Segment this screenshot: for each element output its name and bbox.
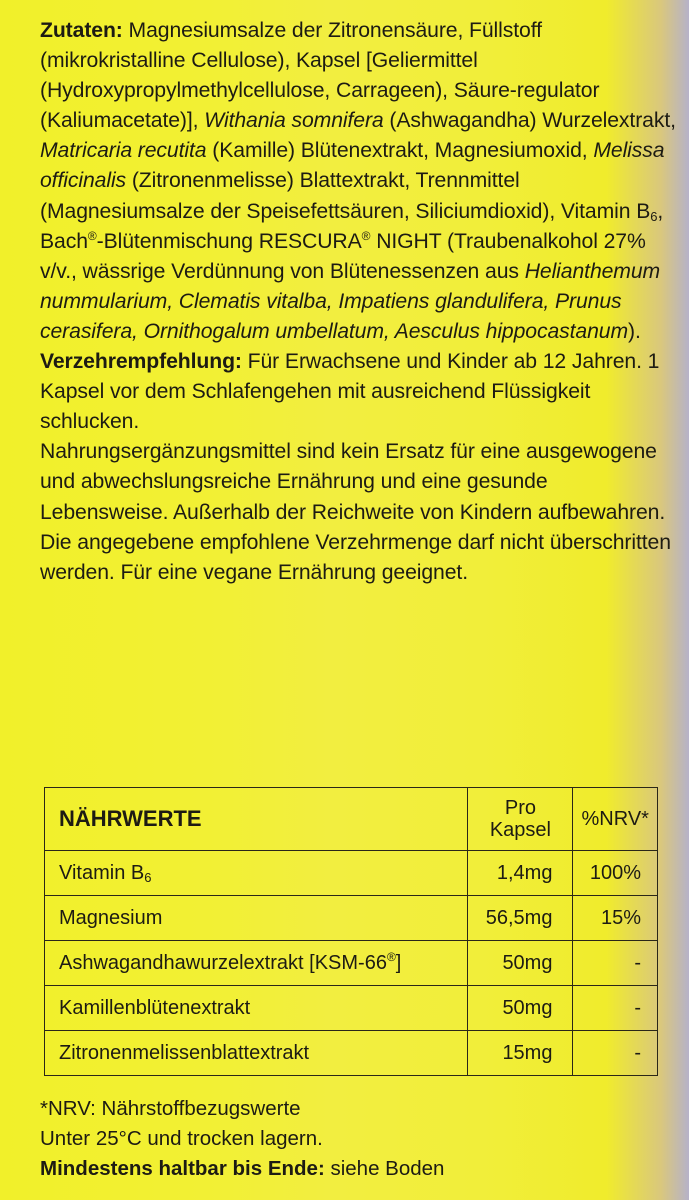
ingredient-withania: Withania somnifera bbox=[204, 109, 384, 133]
table-row bbox=[45, 941, 658, 986]
recommendation-paragraph bbox=[40, 347, 680, 437]
vitamin-b6-subscript: 6 bbox=[650, 208, 658, 224]
nrv-footnote: *NRV: Nährstoffbezugswerte bbox=[40, 1097, 301, 1120]
table-row bbox=[45, 986, 658, 1031]
ingredients-text-5: , Bach bbox=[40, 199, 664, 253]
nutrition-table bbox=[44, 787, 658, 1076]
registered-mark: ® bbox=[361, 228, 371, 243]
recommendation-text: Für Erwachsene und Kinder ab 12 Jahren. 1 Kapsel vor dem Schlafengehen mit ausreichend Flüssigkeit schlucken. bbox=[40, 350, 660, 434]
vitamin-b6-subscript: 6 bbox=[144, 869, 152, 885]
nutrient-amount: 15mg bbox=[468, 1031, 573, 1076]
nutrient-name-text: Ashwagandhawurzelextrakt [KSM-66 bbox=[59, 951, 387, 974]
nutrient-nrv: 15% bbox=[573, 896, 658, 941]
nutrient-amount: 56,5mg bbox=[468, 896, 573, 941]
footer-notes bbox=[40, 1094, 680, 1184]
table-row bbox=[45, 896, 658, 941]
best-before-label: Mindestens haltbar bis Ende: bbox=[40, 1157, 325, 1180]
nutrient-name bbox=[45, 941, 468, 986]
nutrient-nrv: - bbox=[573, 1031, 658, 1076]
ingredients-text-7: NIGHT (Traubenalkohol 27% v/v., wässrige Verdünnung von Blütenessenzen aus bbox=[40, 229, 646, 283]
ingredients-label: Zutaten: bbox=[40, 19, 123, 42]
best-before-text: siehe Boden bbox=[324, 1157, 445, 1180]
ingredient-matricaria: Matricaria recutita bbox=[40, 139, 207, 163]
ingredients-text-2: (Ashwagandha) Wurzelextrakt, bbox=[383, 109, 676, 133]
label-text bbox=[40, 16, 680, 588]
ingredients-paragraph bbox=[40, 16, 680, 347]
nutrient-nrv: 100% bbox=[573, 851, 658, 896]
ingredients-text-6: -Blütenmischung RESCURA bbox=[96, 229, 362, 253]
ingredients-text-4: (Zitronenmelisse) Blattextrakt, Trennmittel (Magnesiumsalze der Speisefettsäuren, Siliciumdioxid), Vitamin B bbox=[40, 169, 651, 223]
nutrient-name-text: Vitamin B bbox=[59, 861, 145, 884]
registered-mark: ® bbox=[87, 228, 97, 243]
registered-mark: ® bbox=[386, 949, 396, 964]
nutrient-amount: 50mg bbox=[468, 941, 573, 986]
bracket-close: ] bbox=[395, 951, 402, 974]
nutrition-header-row bbox=[45, 788, 658, 851]
table-row bbox=[45, 851, 658, 896]
nutrient-name: Kamillenblütenextrakt bbox=[45, 986, 468, 1031]
column-per-line2: Kapsel bbox=[489, 819, 551, 841]
nutrient-amount: 1,4mg bbox=[468, 851, 573, 896]
ingredients-text-1: Magnesiumsalze der Zitronensäure, Füllstoff (mikrokristalline Cellulose), Kapsel [Geliermittel (Hydroxypropylmethylcellulose, Carrageen), Säure-regulator (Kaliumacetate)], bbox=[40, 19, 600, 133]
ingredient-flower-species: Helianthemum nummularium, Clematis vitalba, Impatiens glandulifera, Prunus cerasifera, Ornithogalum umbellatum, Aesculus hippocastanum bbox=[40, 259, 661, 343]
nutrition-title: NÄHRWERTE bbox=[45, 788, 468, 851]
nutrient-name: Magnesium bbox=[45, 896, 468, 941]
table-row bbox=[45, 1031, 658, 1076]
best-before bbox=[40, 1154, 680, 1184]
column-per-capsule bbox=[468, 788, 573, 851]
column-nrv: %NRV* bbox=[573, 788, 658, 851]
ingredients-text-8: ). bbox=[628, 319, 641, 343]
column-per-line1: Pro bbox=[504, 797, 536, 819]
supplement-notice: Nahrungsergänzungsmittel sind kein Ersatz für eine ausgewogene und abwechslungsreiche Ernährung und eine gesunde Lebensweise. Außerhalb der Reichweite von Kindern aufbewahren. Die angegebene empfohlene Verzehrmenge darf nicht überschritten werden. Für eine vegane Ernährung geeignet. bbox=[40, 440, 671, 584]
nutrient-name: Zitronenmelissenblattextrakt bbox=[45, 1031, 468, 1076]
nutrient-nrv: - bbox=[573, 941, 658, 986]
nutrient-name bbox=[45, 851, 468, 896]
nutrient-nrv: - bbox=[573, 986, 658, 1031]
recommendation-label: Verzehrempfehlung: bbox=[40, 350, 242, 374]
ingredients-text-3: (Kamille) Blütenextrakt, Magnesiumoxid, bbox=[206, 139, 594, 163]
storage-instructions: Unter 25°C und trocken lagern. bbox=[40, 1127, 323, 1150]
nutrient-amount: 50mg bbox=[468, 986, 573, 1031]
ingredient-melissa: Melissa officinalis bbox=[40, 139, 665, 193]
